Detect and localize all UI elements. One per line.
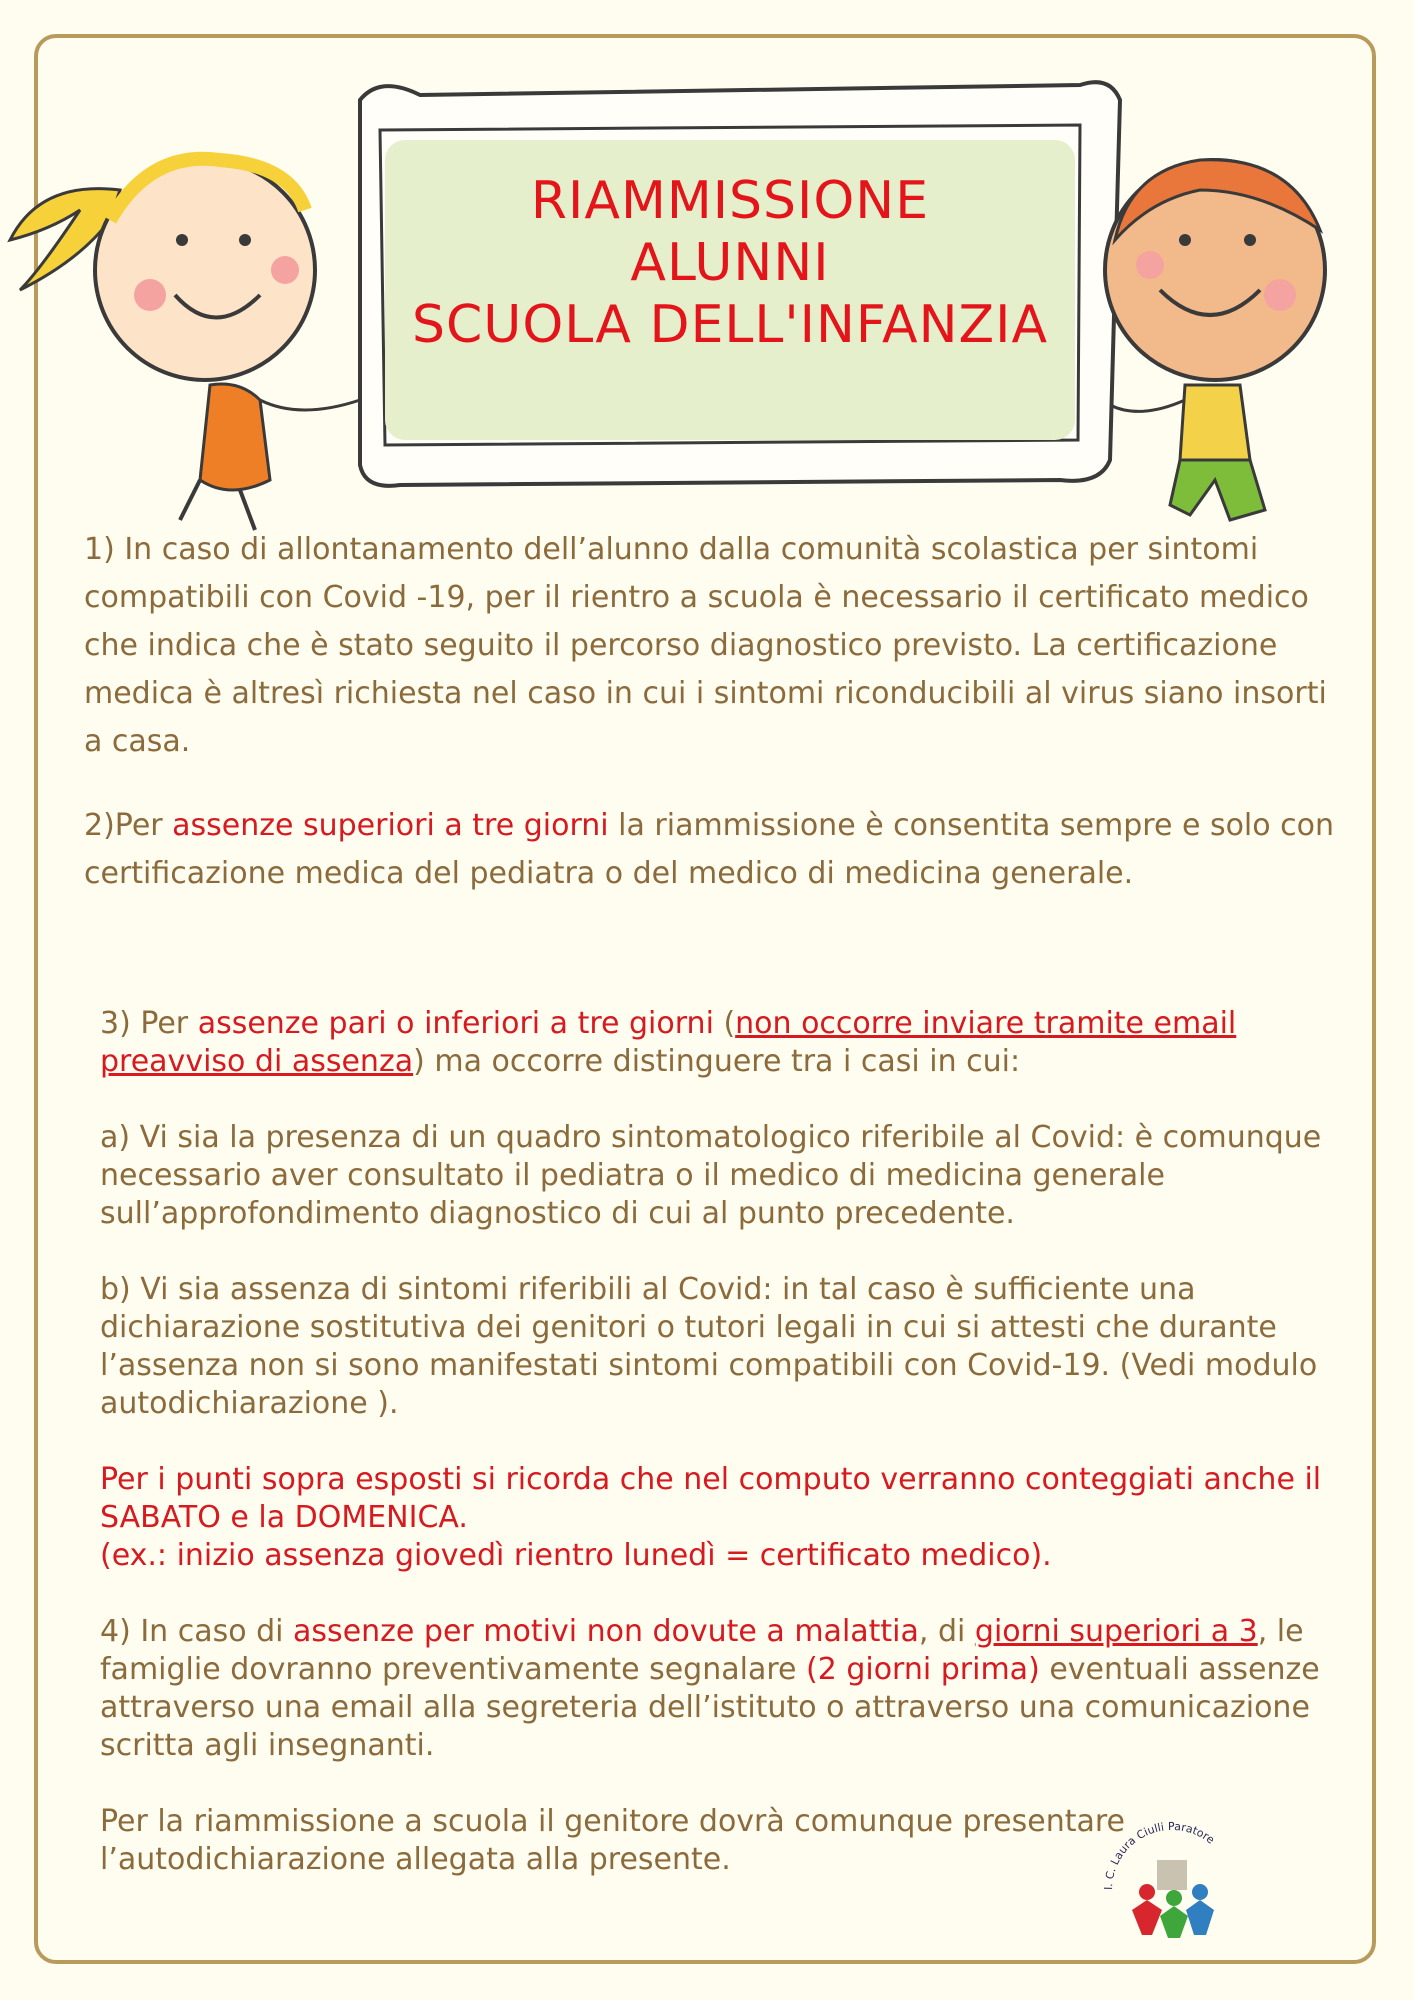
weekend-note: Per i punti sopra esposti si ricorda che nel computo verranno conteggiati anche il SABATO e la DOMENICA.: [100, 1462, 1322, 1535]
point-2-highlight: assenze superiori a tre giorni: [172, 808, 609, 843]
point-3-paren-close: ): [413, 1044, 425, 1079]
point-3-paren-open: (: [713, 1006, 736, 1041]
point-2: [84, 802, 1344, 898]
point-3b: b) Vi sia assenza di sintomi riferibili al Covid: in tal caso è sufficiente una dichiarazione sostitutiva dei genitori o tutori legali in cui si attesti che durante l’assenza non si sono manifestati sintomi compatibili con Covid-19. (Vedi modulo autodichiarazione ).: [100, 1272, 1318, 1421]
point-4-underlined: giorni superiori a 3: [974, 1614, 1258, 1649]
point-3-rest: ma occorre distinguere tra i casi in cui:: [424, 1044, 1021, 1079]
point-4-rest: eventuali assenze attraverso una email alla segreteria dell’istituto o attraverso una comunicazione scritta agli insegnanti.: [100, 1652, 1320, 1763]
title-line-3: SCUOLA DELL'INFANZIA: [411, 295, 1049, 355]
main-content: [84, 526, 1344, 898]
point-2-prefix: 2)Per: [84, 808, 173, 843]
girl-illustration: [10, 159, 360, 530]
point-4-sep: , di: [918, 1614, 975, 1649]
point-4-prefix: 4) In caso di: [100, 1614, 294, 1649]
point-3-prefix: 3) Per: [100, 1006, 198, 1041]
point-3-highlight: assenze pari o inferiori a tre giorni: [197, 1006, 714, 1041]
point-3-section: [100, 1005, 1340, 1879]
school-logo: [1102, 1820, 1242, 1940]
point-3: [100, 1005, 1340, 1081]
point-3-underlined: non occorre inviare tramite email preavviso di assenza: [100, 1006, 1237, 1079]
point-4-paren: (2 giorni prima): [806, 1652, 1040, 1687]
logo-text: I. C. Laura Ciulli Paratore: [1102, 1820, 1217, 1891]
point-4-highlight: assenze per motivi non dovute a malattia: [293, 1614, 919, 1649]
point-4: [100, 1613, 1340, 1765]
point-2-rest: la riammissione è consentita sempre e solo con certificazione medica del pediatra o del medico di medicina generale.: [84, 808, 1335, 891]
closing-text: Per la riammissione a scuola il genitore dovrà comunque presentare l’autodichiarazione allegata alla presente.: [100, 1804, 1126, 1877]
point-1: 1) In caso di allontanamento dell’alunno dalla comunità scolastica per sintomi compatibili con Covid -19, per il rientro a scuola è necessario il certificato medico che indica che è stato seguito il percorso diagnostico previsto. La certificazione medica è altresì richiesta nel caso in cui i sintomi riconducibili al virus siano insorti a casa.: [84, 532, 1327, 759]
page-title: [380, 170, 1080, 356]
title-line-2: ALUNNI: [630, 233, 830, 293]
point-4-mid: , le famiglie dovranno preventivamente segnalare: [100, 1614, 1304, 1687]
title-line-1: RIAMMISSIONE: [530, 171, 930, 231]
weekend-example: (ex.: inizio assenza giovedì rientro lunedì = certificato medico).: [100, 1538, 1052, 1573]
point-3a: a) Vi sia la presenza di un quadro sintomatologico riferibile al Covid: è comunque necessario aver consultato il pediatra o il medico di medicina generale sull’approfondimento diagnostico di cui al punto precedente.: [100, 1120, 1322, 1231]
boy-illustration: [1105, 160, 1325, 520]
